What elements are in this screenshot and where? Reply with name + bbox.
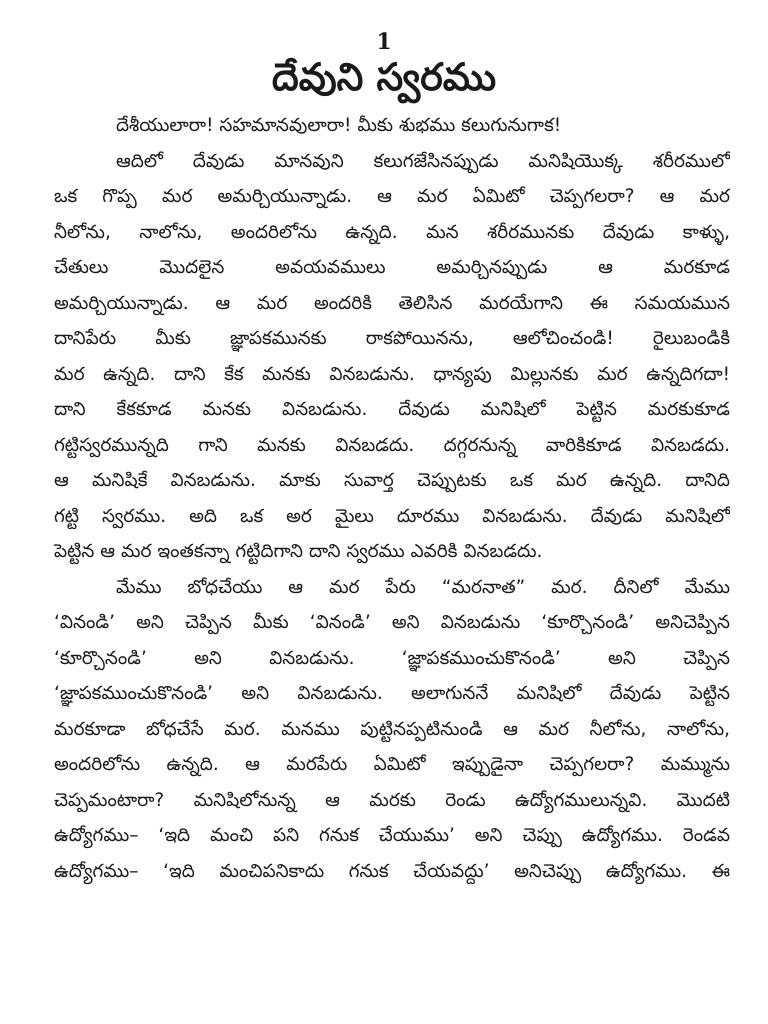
paragraph-line: ‘వినండి’ అని చెప్పిన మీకు ‘వినండి’ అని వినబడును ‘కూర్చొనండి’ అనిచెప్పిన (54, 612, 730, 633)
page-title: దేవుని స్వరము (271, 55, 497, 99)
paragraph-line: ‘జ్ఞాపకముంచుకొనండి’ అని వినబడును. అలాగుననే మనిషిలో దేవుడు పెట్టిన (54, 683, 730, 704)
paragraph-line: ఆదిలో దేవుడు మానవుని కలుగజేసినప్పుడు మనిషియొక్క శరీరములో (116, 150, 730, 172)
paragraph-line: ‘కూర్చొనండి’ అని వినబడును. ‘జ్ఞాపకముంచుకొనండి’ అని చెప్పిన (54, 647, 730, 669)
paragraph-line: మేము బోధచేయు ఆ మర పేరు “మరనాత” మర. దీనిలో మేము (116, 576, 730, 598)
paragraph-line: ఆ మనిషికే వినబడును. మాకు సువార్త చెప్పుటకు ఒక మర ఉన్నది. దానిది (54, 470, 730, 491)
paragraph-line: ఉద్యోగము– ‘ఇది మంచిపనికాదు గనుక చేయవద్దు’ అనిచెప్పు ఉద్యోగము. ఈ (54, 860, 730, 882)
paragraph-line: అమర్చియున్నాడు. ఆ మర అందరికి తెలిసిన మరయేగాని ఈ సమయమున (54, 292, 730, 314)
paragraph-line: మరకూడా బోధచేసే మర. మనము పుట్టినప్పటినుండి ఆ మర నీలోను, నాలోను, (54, 718, 730, 740)
page-number: 1 (376, 29, 392, 55)
paragraph-line: మర ఉన్నది. దాని కేక మనకు వినబడును. ధాన్యపు మిల్లునకు మర ఉన్నదిగదా! (54, 363, 730, 385)
paragraph-line: అందరిలోను ఉన్నది. ఆ మరపేరు ఏమిటో ఇప్పుడైనా చెప్పగలరా? మమ్మును (54, 754, 730, 775)
paragraph-line: ఒక గొప్ప మర అమర్చియున్నాడు. ఆ మర ఏమిటో చెప్పగలరా? ఆ మర (54, 186, 730, 207)
paragraph-line: దేశీయులారా! సహమానవులారా! మీకు శుభము కలుగునుగాక! (116, 115, 562, 136)
paragraph-line: చేతులు మొదలైన అవయవములు అమర్చినప్పుడు ఆ మరకూడ (54, 257, 730, 278)
body-text (54, 108, 730, 889)
paragraph-line: గట్టి స్వరము. అది ఒక అర మైలు దూరము వినబడును. దేవుడు మనిషిలో (54, 505, 730, 527)
paragraph-line: నీలోను, నాలోను, అందరిలోను ఉన్నది. మన శరీరమునకు దేవుడు కాళ్ళు, (54, 221, 730, 243)
paragraph-line: చెప్పమంటారా? మనిషిలోనున్న ఆ మరకు రెండు ఉద్యోగములున్నవి. మొదటి (54, 789, 730, 811)
paragraph-line: పెట్టిన ఆ మర ఇంతకన్నా గట్టిదిగాని దాని స్వరము ఎవరికి వినబడదు. (54, 541, 543, 562)
paragraph-line: దాని కేకకూడ మనకు వినబడును. దేవుడు మనిషిలో పెట్టిన మరకుకూడ (54, 399, 730, 420)
paragraph-line: ఉద్యోగము– ‘ఇది మంచి పని గనుక చేయుము’ అని చెప్పు ఉద్యోగము. రెండవ (54, 825, 730, 846)
paragraph-line: గట్టిస్వరమున్నది గాని మనకు వినబడదు. దగ్గరనున్న వారికికూడ వినబడదు. (54, 434, 730, 456)
paragraph-line: దానిపేరు మీకు జ్ఞాపకమునకు రాకపోయినను, ఆలోచించండి! రైలుబండికి (54, 328, 730, 349)
